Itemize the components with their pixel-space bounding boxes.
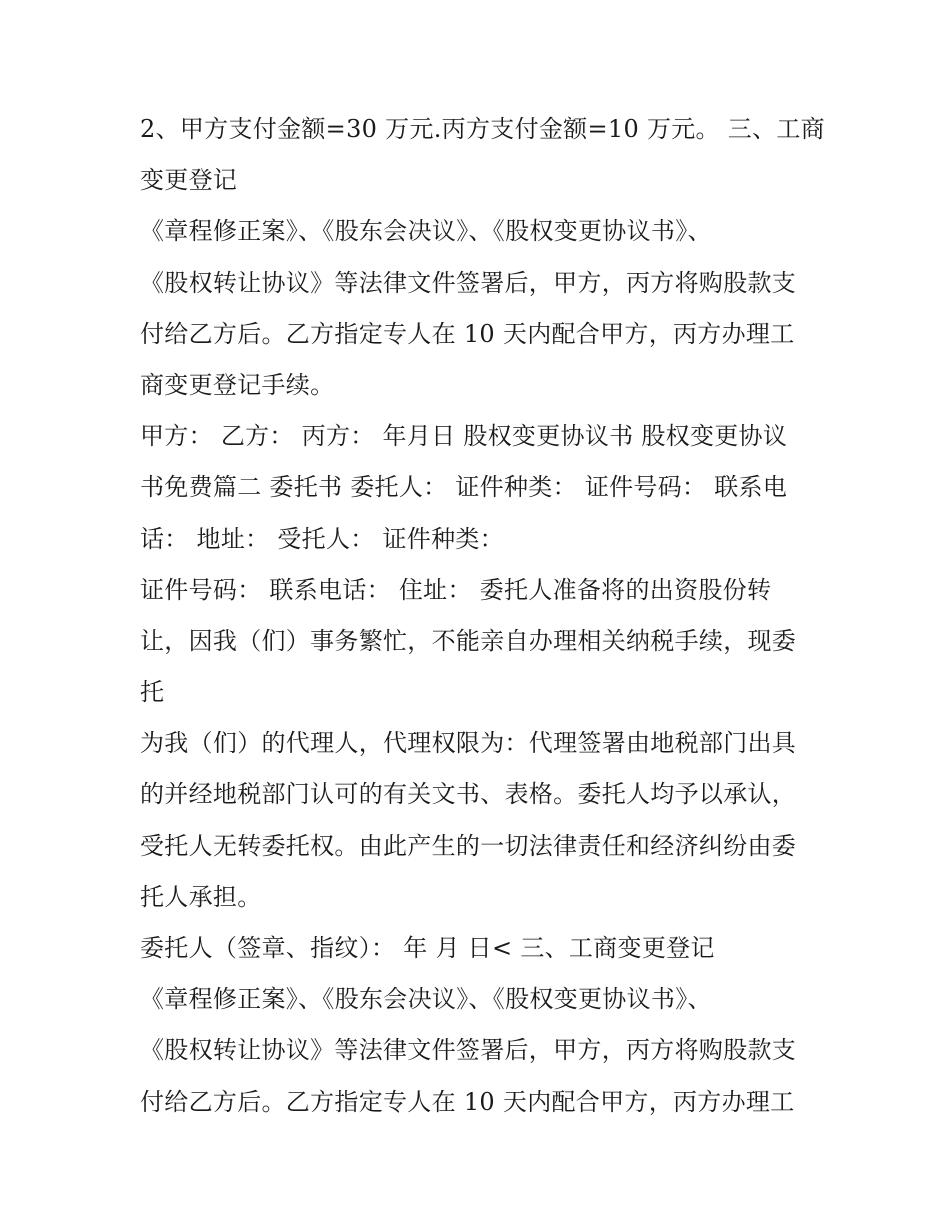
text-line: 甲方： 乙方： 丙方： 年月日 股权变更协议书 股权变更协议 [140,422,788,451]
text-line: 托人承担。 [140,882,262,911]
text-line: 2、甲方支付金额=30 万元.丙方支付金额=10 万元。 三、工商 [140,115,825,143]
text-line: 委托人（签章、指纹）： 年 月 日< 三、工商变更登记 [140,934,715,962]
text-line: 付给乙方后。乙方指定专人在 10 天内配合甲方，丙方办理工 [140,1087,795,1116]
text-line: 《章程修正案》、《股东会决议》、《股权变更协议书》、 [140,985,712,1014]
text-line: 受托人无转委托权。由此产生的一切法律责任和经济纠纷由委 [140,831,797,860]
text-line: 付给乙方后。乙方指定专人在 10 天内配合甲方，丙方办理工 [140,319,795,348]
text-line: 的并经地税部门认可的有关文书、表格。委托人均予以承认， [140,780,797,809]
text-line: 《股权转让协议》等法律文件签署后，甲方，丙方将购股款支 [140,268,797,297]
text-line: 商变更登记手续。 [140,370,335,399]
text-line: 让，因我（们）事务繁忙，不能亲自办理相关纳税手续，现委 [140,626,797,655]
document-body [140,104,825,1128]
text-line: 证件号码： 联系电话： 住址： 委托人准备将的出资股份转 [140,575,772,604]
text-line: 变更登记 [140,166,238,195]
text-line: 《章程修正案》、《股东会决议》、《股权变更协议书》、 [140,217,712,246]
text-line: 《股权转让协议》等法律文件签署后，甲方，丙方将购股款支 [140,1036,797,1065]
text-line: 书免费篇二 委托书 委托人： 证件种类： 证件号码： 联系电 [140,473,788,502]
text-line: 托 [140,678,165,707]
text-line: 为我（们）的代理人，代理权限为：代理签署由地税部门出具 [140,729,797,758]
text-line: 话： 地址： 受托人： 证件种类： [140,524,504,553]
